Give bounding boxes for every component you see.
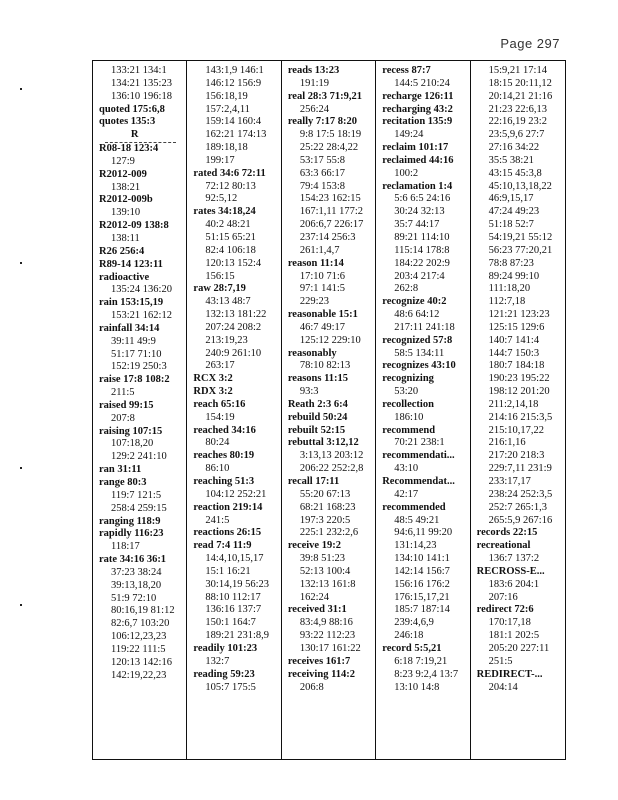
- index-reference: 142:19,22,23: [111, 669, 167, 681]
- index-reference: 206:22 252:2,8: [299, 463, 364, 475]
- index-reference: 154:23 162:15: [299, 193, 361, 205]
- index-reference: 15:9,21 17:14: [488, 65, 547, 76]
- index-reference: 256:24: [299, 103, 329, 115]
- index-reference: 92:5,12: [205, 193, 238, 205]
- index-reference: 68:21 168:23: [299, 501, 356, 513]
- index-reference: 119:7 121:5: [111, 489, 162, 501]
- index-reference: 203:4 217:4: [394, 270, 445, 282]
- index-reference: 159:14 160:4: [205, 116, 262, 128]
- index-reference: 43:15 45:3,8: [488, 167, 542, 179]
- scan-speck: [20, 604, 22, 606]
- index-reference: 263:17: [205, 360, 235, 372]
- index-reference: 139:10: [111, 207, 141, 219]
- index-reference: 9:8 17:5 18:19: [299, 129, 362, 141]
- index-reference: 240:9 261:10: [205, 347, 262, 359]
- index-reference: 144:7 150:3: [488, 347, 540, 359]
- index-reference: 153:21 162:12: [111, 310, 172, 322]
- index-term: raised 99:15: [99, 399, 154, 411]
- index-reference: 246:18: [394, 630, 424, 642]
- index-term: R89-14 123:11: [99, 258, 163, 270]
- index-reference: 47:24 49:23: [488, 206, 540, 218]
- index-reference: 251:5: [488, 655, 513, 667]
- index-term: recharge 126:11: [382, 90, 454, 102]
- index-reference: 79:4 153:8: [299, 180, 346, 192]
- index-reference: 162:24: [299, 591, 329, 603]
- index-reference: 157:2,4,11: [205, 103, 250, 115]
- index-term: reach 65:16: [193, 398, 246, 410]
- index-term: R2012-09 138:8: [99, 220, 169, 232]
- index-term: read 7:4 11:9: [193, 540, 252, 552]
- index-reference: 86:10: [205, 463, 230, 475]
- index-reference: 198:12 201:20: [488, 386, 550, 398]
- index-reference: 206:8: [299, 681, 324, 693]
- index-reference: 39:13,18,20: [111, 579, 162, 591]
- index-reference: 154:19: [205, 411, 235, 423]
- index-term: reaches 80:19: [193, 450, 255, 462]
- index-reference: 30:14,19 56:23: [205, 578, 269, 590]
- index-reference: 42:17: [394, 488, 419, 500]
- index-reference: 115:14 178:8: [394, 244, 450, 256]
- index-reference: 35:7 44:17: [394, 219, 440, 231]
- index-term: Reath 2:3 6:4: [287, 398, 348, 410]
- index-reference: 217:11 241:18: [394, 321, 455, 333]
- index-reference: 53:20: [394, 386, 419, 398]
- index-reference: 143:1,9 146:1: [205, 65, 264, 76]
- index-reference: 22:16,19 23:2: [488, 116, 547, 128]
- index-reference: 229:23: [299, 296, 329, 308]
- index-reference: 3:13,13 203:12: [299, 450, 364, 462]
- index-reference: 100:2: [394, 167, 419, 179]
- index-reference: 140:7 141:4: [488, 334, 540, 346]
- index-term: reads 13:23: [287, 65, 340, 76]
- index-reference: 18:15 20:11,12: [488, 77, 552, 89]
- index-term: quotes 135:3: [99, 116, 156, 128]
- index-reference: 125:12 229:10: [299, 334, 361, 346]
- index-reference: 80:24: [205, 437, 230, 449]
- index-term: recognized 57:8: [382, 334, 453, 346]
- index-term: rated 34:6 72:11: [193, 167, 266, 179]
- index-term: reading 59:23: [193, 668, 255, 680]
- index-term: recess 87:7: [382, 65, 431, 76]
- index-reference: 40:2 48:21: [205, 219, 251, 231]
- index-term: raw 28:7,19: [193, 283, 246, 295]
- index-reference: 93:22 112:23: [299, 630, 356, 642]
- index-reference: 45:10,13,18,22: [488, 180, 552, 192]
- index-reference: 190:23 195:22: [488, 373, 550, 385]
- index-reference: 83:4,9 88:16: [299, 617, 353, 629]
- index-reference: 30:24 32:13: [394, 206, 445, 218]
- index-reference: 214:16 215:3,5: [488, 411, 553, 423]
- index-reference: 70:21 238:1: [394, 437, 445, 449]
- index-reference: 252:7 265:1,3: [488, 501, 547, 513]
- index-reference: 184:22 202:9: [394, 257, 450, 269]
- index-term: reclamation 1:4: [382, 180, 453, 192]
- index-term: RDX 3:2: [193, 386, 233, 398]
- index-reference: 181:1 202:5: [488, 630, 540, 642]
- index-term: really 7:17 8:20: [287, 116, 358, 128]
- index-term: reactions 26:15: [193, 527, 262, 539]
- index-reference: 204:14: [488, 681, 518, 693]
- index-term: rebuild 50:24: [287, 411, 348, 423]
- index-reference: 138:21: [111, 181, 141, 193]
- index-reference: 112:7,18: [488, 296, 526, 308]
- index-term: Recommendat...: [382, 476, 455, 487]
- index-reference: 23:5,9,6 27:7: [488, 129, 545, 141]
- index-reference: 199:17: [205, 154, 235, 166]
- index-reference: 132:7: [205, 655, 230, 667]
- index-reference: 186:10: [394, 411, 424, 423]
- index-reference: 54:19,21 55:12: [488, 231, 553, 243]
- index-reference: 149:24: [394, 129, 424, 141]
- scan-speck: [20, 262, 22, 264]
- index-term: reasonable 15:1: [287, 309, 358, 321]
- index-reference: 135:24 136:20: [111, 284, 172, 296]
- index-reference: 14:4,10,15,17: [205, 553, 264, 565]
- index-term: rebuilt 52:15: [287, 424, 346, 436]
- index-term: redirect 72:6: [476, 604, 534, 616]
- index-reference: 51:17 71:10: [111, 348, 162, 360]
- index-term: reached 34:16: [193, 424, 256, 436]
- index-reference: 63:3 66:17: [299, 167, 346, 179]
- index-reference: 25:22 28:4,22: [299, 142, 359, 154]
- index-term: RECROSS-E...: [476, 565, 545, 577]
- index-reference: 104:12 252:21: [205, 488, 267, 500]
- index-reference: 39:11 49:9: [111, 335, 156, 347]
- index-reference: 120:13 142:16: [111, 656, 172, 668]
- index-reference: 46:7 49:17: [299, 321, 346, 333]
- index-term: recommendati...: [382, 450, 455, 462]
- index-term: reasonably: [287, 347, 337, 359]
- index-reference: 46:9,15,17: [488, 193, 534, 205]
- index-reference: 142:14 156:7: [394, 565, 450, 577]
- index-reference: 215:10,17,22: [488, 424, 545, 436]
- index-reference: 134:10 141:1: [394, 553, 450, 565]
- index-term: reclaim 101:17: [382, 142, 449, 154]
- index-term: receives 161:7: [287, 655, 351, 667]
- index-term: rain 153:15,19: [99, 297, 164, 309]
- index-reference: 107:18,20: [111, 438, 154, 450]
- index-term: reclaimed 44:16: [382, 154, 454, 166]
- index-reference: 121:21 123:23: [488, 309, 550, 321]
- index-reference: 132:13 161:8: [299, 578, 356, 590]
- index-term: recitation 135:9: [382, 116, 453, 128]
- index-reference: 216:1,16: [488, 437, 526, 449]
- index-reference: 53:17 55:8: [299, 154, 346, 166]
- index-reference: 48:5 49:21: [394, 514, 440, 526]
- index-term: R26 256:4: [99, 245, 145, 257]
- index-term: records 22:15: [476, 527, 538, 539]
- index-reference: 156:15: [205, 270, 235, 282]
- index-term: reaching 51:3: [193, 476, 255, 487]
- index-reference: 17:10 71:6: [299, 270, 346, 282]
- scan-speck: [20, 88, 22, 90]
- index-reference: 132:13 181:22: [205, 309, 267, 321]
- page-number: Page 297: [500, 36, 560, 51]
- index-reference: 105:7 175:5: [205, 681, 256, 693]
- index-reference: 43:13 48:7: [205, 296, 251, 308]
- index-reference: 162:21 174:13: [205, 129, 267, 141]
- index-reference: 80:16,19 81:12: [111, 605, 175, 617]
- index-reference: 106:12,23,23: [111, 631, 167, 643]
- index-reference: 189:18,18: [205, 142, 248, 154]
- index-reference: 211:5: [111, 387, 135, 399]
- index-reference: 191:19: [299, 77, 329, 89]
- index-column-4: [376, 61, 470, 759]
- index-term: raise 17:8 108:2: [99, 374, 170, 386]
- index-reference: 136:16 137:7: [205, 604, 262, 616]
- index-term: recollection: [382, 398, 434, 410]
- index-reference: 20:14,21 21:16: [488, 90, 553, 102]
- index-reference: 238:24 252:3,5: [488, 488, 553, 500]
- index-term: received 31:1: [287, 604, 347, 616]
- index-reference: 197:3 220:5: [299, 514, 351, 526]
- index-term: ran 31:11: [99, 464, 142, 476]
- index-reference: 170:17,18: [488, 617, 531, 629]
- index-term: R2012-009b: [99, 194, 153, 206]
- index-reference: 185:7 187:14: [394, 604, 450, 616]
- index-reference: 129:2 241:10: [111, 451, 167, 463]
- index-reference: 207:24 208:2: [205, 321, 262, 333]
- index-term: reaction 219:14: [193, 501, 263, 513]
- section-letter: R: [130, 129, 139, 141]
- index-reference: 217:20 218:3: [488, 450, 545, 462]
- index-term: rapidly 116:23: [99, 528, 164, 540]
- index-reference: 21:23 22:6,13: [488, 103, 547, 115]
- index-reference: 13:10 14:8: [394, 681, 440, 693]
- index-reference: 156:16 176:2: [394, 578, 450, 590]
- index-reference: 82:4 106:18: [205, 244, 256, 256]
- index-reference: 144:5 210:24: [394, 77, 450, 89]
- index-reference: 35:5 38:21: [488, 154, 534, 166]
- index-reference: 120:13 152:4: [205, 257, 262, 269]
- index-reference: 125:15 129:6: [488, 321, 545, 333]
- index-reference: 89:24 99:10: [488, 270, 540, 282]
- index-term: recognizes 43:10: [382, 360, 456, 372]
- index-reference: 130:17 161:22: [299, 642, 361, 654]
- index-reference: 97:1 141:5: [299, 283, 346, 295]
- index-reference: 133:21 134:1: [111, 65, 167, 76]
- index-reference: 5:6 6:5 24:16: [394, 193, 451, 205]
- index-term: raising 107:15: [99, 425, 163, 437]
- index-term: recommended: [382, 501, 446, 513]
- index-term: real 28:3 71:9,21: [287, 90, 362, 102]
- index-reference: 6:18 7:19,21: [394, 655, 448, 667]
- index-reference: 51:15 65:21: [205, 231, 256, 243]
- index-reference: 211:2,14,18: [488, 398, 539, 410]
- index-reference: 156:18,19: [205, 90, 248, 102]
- index-reference: 152:19 250:3: [111, 361, 167, 373]
- index-reference: 207:16: [488, 591, 518, 603]
- index-reference: 58:5 134:11: [394, 347, 445, 359]
- index-reference: 207:8: [111, 412, 135, 424]
- index-reference: 78:8 87:23: [488, 257, 534, 269]
- index-reference: 88:10 112:17: [205, 591, 261, 603]
- index-term: recognizing: [382, 373, 434, 385]
- index-reference: 136:7 137:2: [488, 553, 540, 565]
- index-column-5: [471, 61, 565, 759]
- index-term: REDIRECT-...: [476, 668, 543, 680]
- index-reference: 48:6 64:12: [394, 309, 440, 321]
- scan-speck: [20, 467, 22, 469]
- index-reference: 55:20 67:13: [299, 488, 351, 500]
- index-reference: 111:18,20: [488, 283, 531, 295]
- index-reference: 176:15,17,21: [394, 591, 450, 603]
- index-reference: 134:21 135:23: [111, 77, 172, 89]
- index-reference: 82:6,7 103:20: [111, 618, 170, 630]
- index-reference: 239:4,6,9: [394, 617, 434, 629]
- index-term: recall 17:11: [287, 476, 340, 487]
- index-column-1: [93, 61, 187, 759]
- index-reference: 233:17,17: [488, 476, 531, 487]
- index-term: rates 34:18,24: [193, 206, 256, 218]
- index-reference: 241:5: [205, 514, 230, 526]
- index-column-3: [282, 61, 376, 759]
- index-reference: 237:14 256:3: [299, 231, 356, 243]
- index-reference: 43:10: [394, 463, 419, 475]
- index-reference: 8:23 9:2,4 13:7: [394, 668, 459, 680]
- index-reference: 261:1,4,7: [299, 244, 340, 256]
- index-reference: 15:1 16:21: [205, 565, 251, 577]
- index-term: recommend: [382, 424, 436, 436]
- index-term: reasons 11:15: [287, 373, 348, 385]
- index-reference: 225:1 232:2,6: [299, 527, 359, 539]
- index-reference: 118:17: [111, 541, 140, 553]
- index-reference: 180:7 184:18: [488, 360, 545, 372]
- index-term: receive 19:2: [287, 540, 341, 552]
- index-term: reason 11:14: [287, 257, 344, 269]
- index-term: rebuttal 3:12,12: [287, 437, 359, 449]
- index-reference: 119:22 111:5: [111, 643, 166, 655]
- index-reference: 138:11: [111, 232, 140, 244]
- index-reference: 52:13 100:4: [299, 565, 351, 577]
- index-reference: 167:1,11 177:2: [299, 206, 364, 218]
- index-term: range 80:3: [99, 477, 147, 488]
- index-term: readily 101:23: [193, 642, 258, 654]
- index-reference: 39:8 51:23: [299, 553, 346, 565]
- index-term: R2012-009: [99, 168, 147, 180]
- index-reference: 27:16 34:22: [488, 142, 540, 154]
- index-term: RCX 3:2: [193, 373, 233, 385]
- word-index-table: [92, 60, 566, 760]
- index-term: ranging 118:9: [99, 515, 161, 527]
- index-reference: 93:3: [299, 386, 319, 398]
- index-term: recreational: [476, 540, 531, 552]
- index-term: recognize 40:2: [382, 296, 447, 308]
- index-reference: 72:12 80:13: [205, 180, 256, 192]
- index-reference: 37:23 38:24: [111, 566, 162, 578]
- index-reference: 78:10 82:13: [299, 360, 351, 372]
- index-reference: 265:5,9 267:16: [488, 514, 553, 526]
- index-column-2: [187, 61, 281, 759]
- index-term: receiving 114:2: [287, 668, 355, 680]
- index-reference: 136:10 196:18: [111, 90, 172, 102]
- index-reference: 258:4 259:15: [111, 502, 167, 514]
- index-reference: 51:9 72:10: [111, 592, 157, 604]
- index-reference: 89:21 114:10: [394, 231, 450, 243]
- index-reference: 213:19,23: [205, 334, 248, 346]
- index-reference: 56:23 77:20,21: [488, 244, 553, 256]
- index-reference: 229:7,11 231:9: [488, 463, 552, 475]
- index-term: record 5:5,21: [382, 642, 442, 654]
- index-reference: 146:12 156:9: [205, 77, 262, 89]
- index-term: rate 34:16 36:1: [99, 554, 167, 566]
- index-reference: 131:14,23: [394, 540, 437, 552]
- index-reference: 205:20 227:11: [488, 642, 550, 654]
- index-reference: 150:1 164:7: [205, 617, 256, 629]
- index-reference: 206:6,7 226:17: [299, 219, 364, 231]
- index-term: R08-18 123:4: [99, 143, 159, 155]
- index-term: radioactive: [99, 271, 150, 283]
- index-term: recharging 43:2: [382, 103, 453, 115]
- index-reference: 183:6 204:1: [488, 578, 540, 590]
- index-term: quoted 175:6,8: [99, 103, 165, 115]
- index-reference: 94:6,11 99:20: [394, 527, 453, 539]
- index-term: rainfall 34:14: [99, 322, 160, 334]
- index-reference: 51:18 52:7: [488, 219, 534, 231]
- index-reference: 262:8: [394, 283, 419, 295]
- index-reference: 189:21 231:8,9: [205, 630, 269, 642]
- index-reference: 127:9: [111, 155, 135, 167]
